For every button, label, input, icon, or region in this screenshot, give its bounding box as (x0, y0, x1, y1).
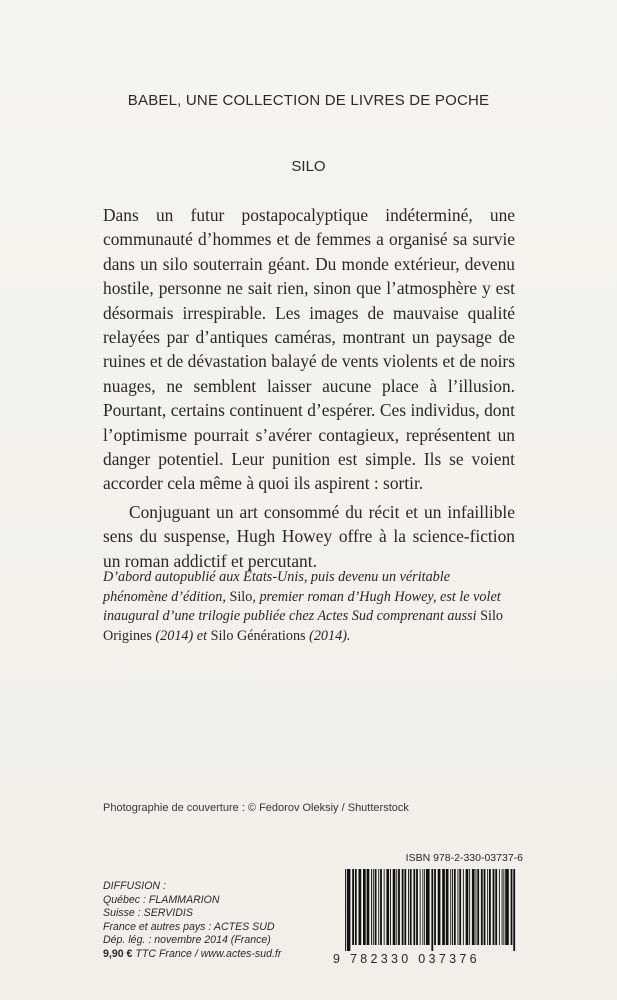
barcode-digits: 9 782330 037376 (333, 952, 480, 966)
photo-credit: Photographie de couverture : © Fedorov Oleksiy / Shutterstock (103, 802, 409, 814)
distribution-block (103, 880, 333, 962)
distribution-france: France et autres pays : ACTES SUD (103, 920, 275, 933)
isbn-label: ISBN 978-2-330-03737-6 (405, 852, 523, 864)
publication-note (103, 568, 515, 646)
note-text-1: D’abord autopublié aux États-Unis, puis devenu un véritable phénomène d’édition, (103, 569, 451, 605)
note-text-4: (2014). (305, 627, 351, 644)
barcode-area (333, 852, 523, 972)
distribution-quebec: Québec : FLAMMARION (103, 893, 220, 906)
blurb-paragraph-2: Conjuguant un art consommé du récit et un infaillible sens du suspense, Hugh Howey offre à la science-fiction un roman addictif et percutant. (103, 501, 515, 571)
price: 9,90 € (103, 947, 133, 960)
book-title: SILO (291, 158, 326, 175)
blurb (103, 203, 515, 573)
note-text-3: (2014) et (151, 627, 211, 644)
collection-header: BABEL, UNE COLLECTION DE LIVRES DE POCHE (127, 92, 490, 109)
distribution-heading: DIFFUSION : (103, 880, 166, 892)
price-line (103, 948, 333, 962)
note-title-origines: Silo Origines (103, 608, 503, 644)
distribution-suisse: Suisse : SERVIDIS (103, 907, 193, 920)
barcode-icon (339, 869, 519, 951)
note-text-2: , premier roman d’Hugh Howey, est le volet inaugural d’une trilogie publiée chez Actes Sud comprenant aussi (103, 588, 501, 624)
note-title-generations: Silo Générations (210, 627, 306, 644)
price-suffix: TTC France / www.actes-sud.fr (132, 947, 282, 960)
note-title-silo: Silo (229, 588, 253, 605)
legal-deposit: Dép. lég. : novembre 2014 (France) (103, 934, 271, 947)
blurb-paragraph-1: Dans un futur postapocalyptique indéterminé, une communauté d’hommes et de femmes a organisé sa survie dans un silo souterrain géant. Du monde extérieur, devenu hostile, personne ne sait rien, sinon que l’atmosphère y est désormais irrespirable. Les images de mauvaise qualité relayées par d’antiques caméras, montrant un paysage de ruines et de dévastation balayé de vents violents et de noirs nuages, ne semblent laisser aucune place à l’illusion. Pourtant, certains continuent d’espérer. Ces individus, dont l’optimisme pourrait s’avérer contagieux, représentent un danger potentiel. Leur punition est simple. Ils se voient accorder cela même à quoi ils aspirent : sortir. (103, 205, 515, 494)
